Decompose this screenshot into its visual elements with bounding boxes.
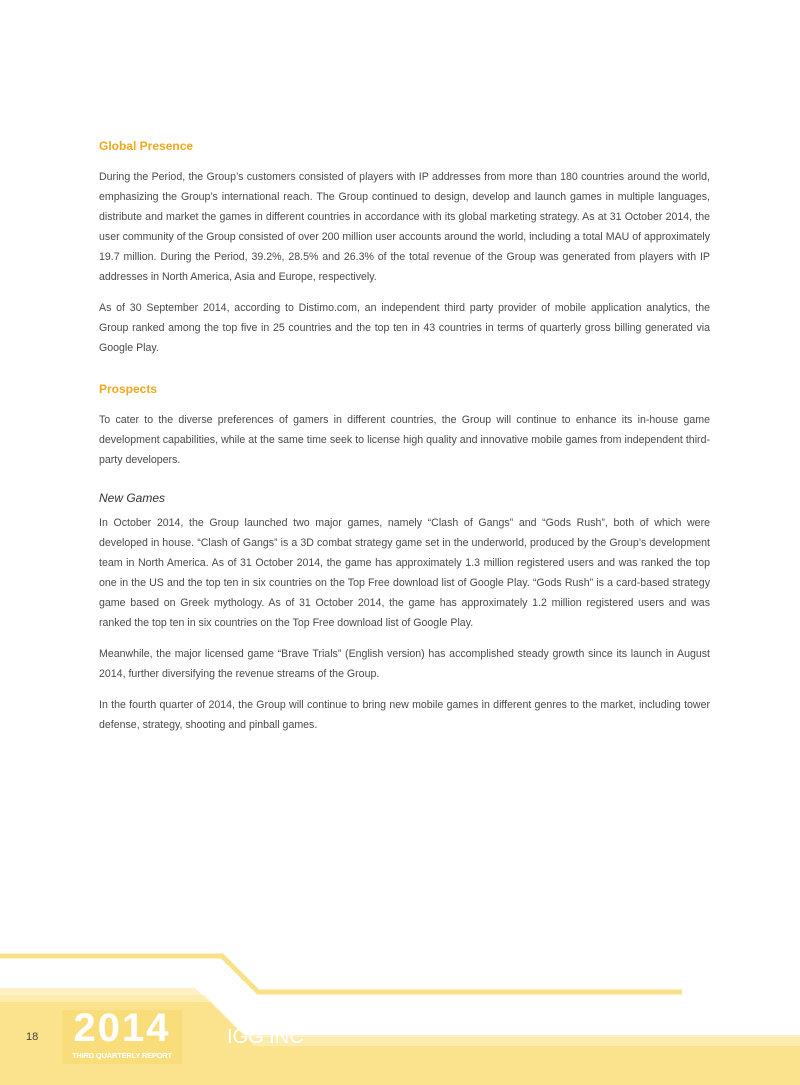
new-games-paragraph-1: In October 2014, the Group launched two major games, namely “Clash of Gangs” and “Gods Rush”, both of which were developed in house. “Clash of Gangs” is a 3D combat strategy game set in the underworld, produced by the Group’s development team in North America. As of 31 October 2014, the game has approximately 1.3 million registered users and was ranked the top one in the US and the top ten in six countries on the Top Free download list of Google Play. “Gods Rush” is a card-based strategy game based on Greek mythology. As of 31 October 2014, the game has approximately 1.2 million registered users and was ranked the top ten in six countries on the Top Free download list of Google Play. [99,517,710,629]
prospects-paragraph: To cater to the diverse preferences of gamers in different countries, the Group will continue to enhance its in-house game development capabilities, while at the same time seek to license high quality and innovative mobile games from independent third-party developers. [99,414,710,466]
global-presence-paragraph-1: During the Period, the Group’s customers consisted of players with IP addresses from more than 180 countries around the world, emphasizing the Group’s international reach. The Group continued to design, develop and launch games in multiple languages, distribute and market the games in different countries in accordance with its global marketing strategy. As at 31 October 2014, the user community of the Group consisted of over 200 million user accounts around the world, including a total MAU of approximately 19.7 million. During the Period, 39.2%, 28.5% and 26.3% of the total revenue of the Group was generated from players with IP addresses in North America, Asia and Europe, respectively. [99,171,710,283]
new-games-paragraph-2: Meanwhile, the major licensed game “Brave Trials” (English version) has accomplished steady growth since its launch in August 2014, further diversifying the revenue streams of the Group. [99,648,710,680]
page-number: 18 [26,1031,39,1043]
year-logo: 2014 [73,1006,171,1050]
global-presence-heading: Global Presence [99,139,194,153]
new-games-paragraph-3: In the fourth quarter of 2014, the Group will continue to bring new mobile games in different genres to the market, including tower defense, strategy, shooting and pinball games. [99,699,710,731]
prospects-heading: Prospects [99,382,158,396]
footer-accent-line [0,956,682,992]
new-games-subheading: New Games [99,491,166,505]
main-content [99,139,710,746]
company-name: IGG INC [227,1026,304,1048]
report-label: THIRD QUARTERLY REPORT [72,1051,172,1060]
global-presence-paragraph-2: As of 30 September 2014, according to Distimo.com, an independent third party provider of mobile application analytics, the Group ranked among the top five in 25 countries and the top ten in 43 countries in terms of quarterly gross billing generated via Google Play. [99,302,710,354]
